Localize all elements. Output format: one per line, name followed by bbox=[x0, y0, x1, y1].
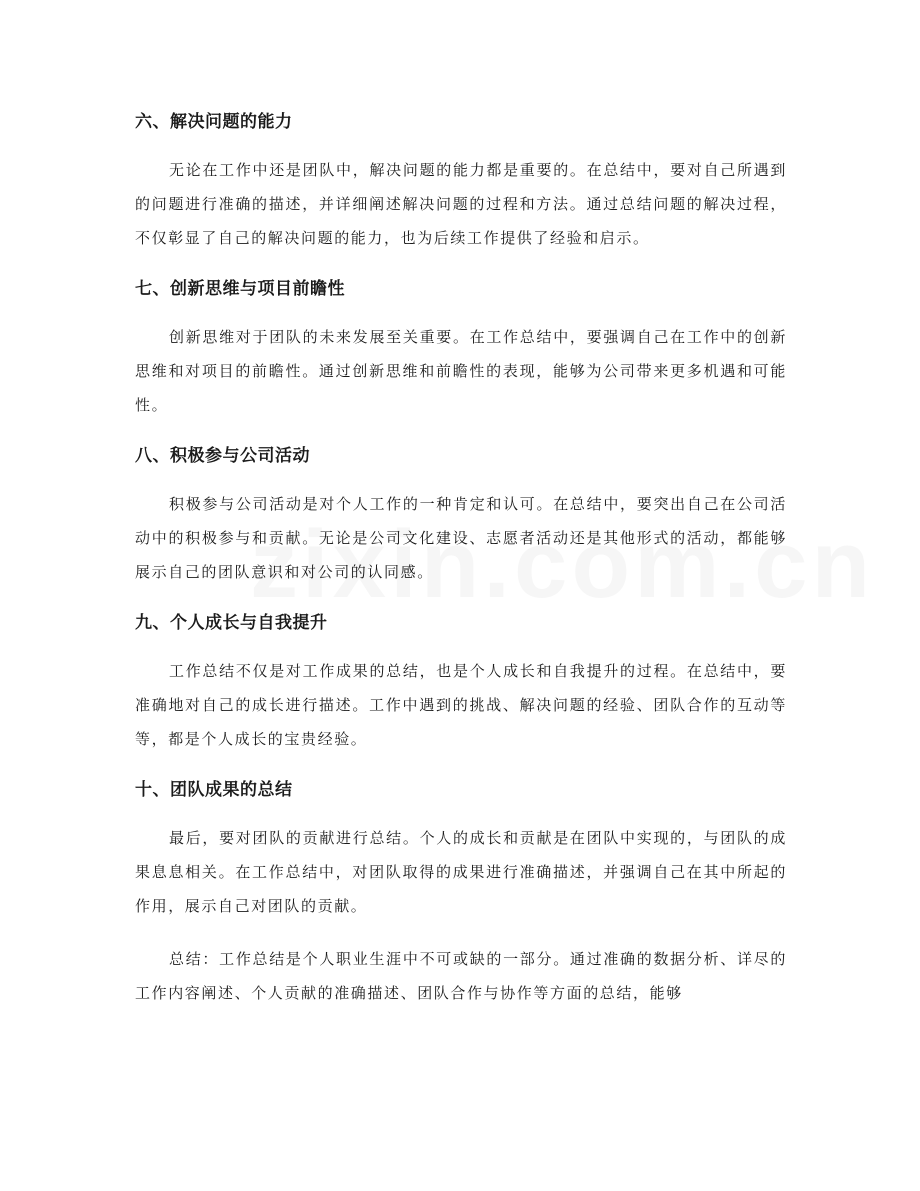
section-heading: 十、团队成果的总结 bbox=[135, 780, 293, 800]
section-heading: 八、积极参与公司活动 bbox=[135, 446, 310, 466]
section-6 bbox=[135, 107, 787, 255]
document-content bbox=[135, 107, 787, 1029]
section-paragraph: 最后，要对团队的贡献进行总结。个人的成长和贡献是在团队中实现的，与团队的成果息息相关。在工作总结中，对团队取得的成果进行准确描述，并强调自己在其中所起的作用，展示自己对团队的贡献。 bbox=[135, 829, 787, 915]
section-9 bbox=[135, 608, 787, 756]
section-heading: 九、个人成长与自我提升 bbox=[135, 613, 328, 633]
section-paragraph: 创新思维对于团队的未来发展至关重要。在工作总结中，要强调自己在工作中的创新思维和对项目的前瞻性。通过创新思维和前瞻性的表现，能够为公司带来更多机遇和可能性。 bbox=[135, 328, 787, 414]
section-paragraph: 积极参与公司活动是对个人工作的一种肯定和认可。在总结中，要突出自己在公司活动中的积极参与和贡献。无论是公司文化建设、志愿者活动还是其他形式的活动，都能够展示自己的团队意识和对公司的认同感。 bbox=[135, 495, 787, 581]
section-8 bbox=[135, 441, 787, 589]
section-paragraph: 工作总结不仅是对工作成果的总结，也是个人成长和自我提升的过程。在总结中，要准确地对自己的成长进行描述。工作中遇到的挑战、解决问题的经验、团队合作的互动等等，都是个人成长的宝贵经验。 bbox=[135, 662, 787, 748]
summary-paragraph: 总结：工作总结是个人职业生涯中不可或缺的一部分。通过准确的数据分析、详尽的工作内容阐述、个人贡献的准确描述、团队合作与协作等方面的总结，能够 bbox=[135, 950, 787, 1002]
section-7 bbox=[135, 274, 787, 422]
section-heading: 七、创新思维与项目前瞻性 bbox=[135, 279, 345, 299]
section-heading: 六、解决问题的能力 bbox=[135, 112, 293, 132]
section-paragraph: 无论在工作中还是团队中，解决问题的能力都是重要的。在总结中，要对自己所遇到的问题进行准确的描述，并详细阐述解决问题的过程和方法。通过总结问题的解决过程，不仅彰显了自己的解决问题的能力，也为后续工作提供了经验和启示。 bbox=[135, 161, 787, 247]
section-10 bbox=[135, 775, 787, 923]
